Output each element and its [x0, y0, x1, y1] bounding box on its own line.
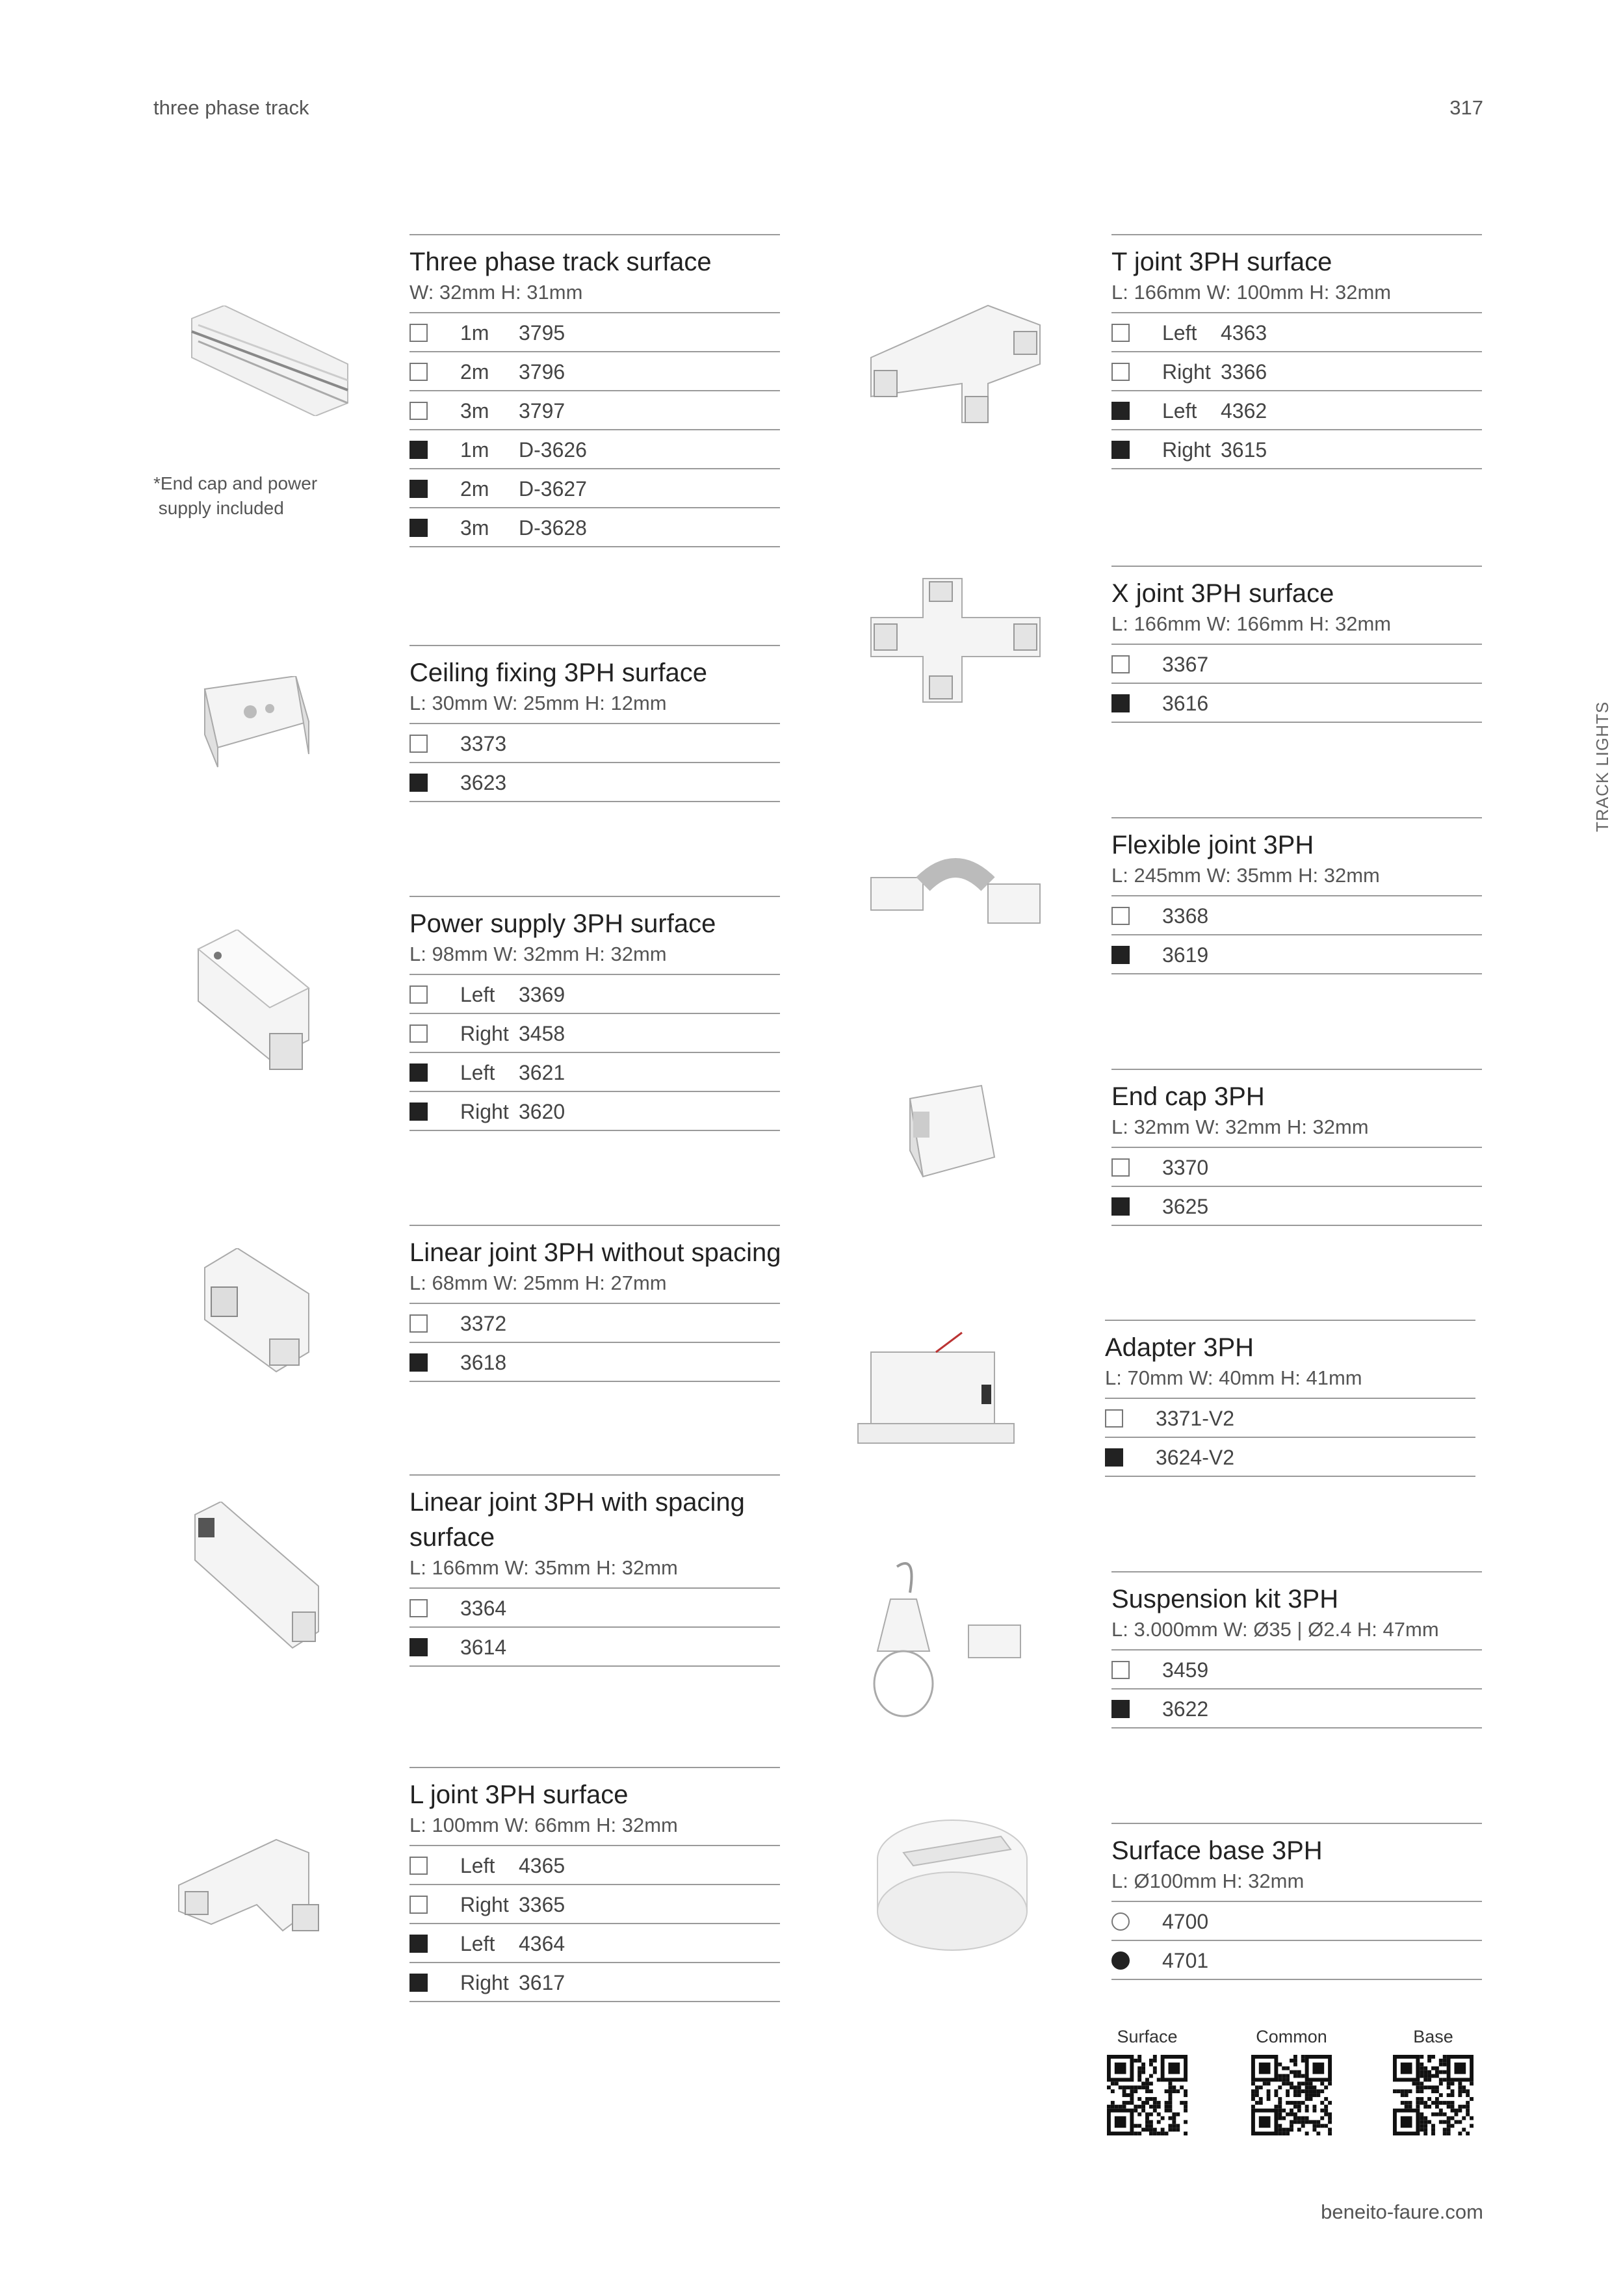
product-dimensions: L: 166mm W: 166mm H: 32mm [1111, 612, 1392, 635]
white-finish-swatch [409, 1314, 428, 1333]
variant-label: Right [1162, 438, 1211, 462]
variant-code: 3367 [1162, 653, 1209, 676]
product-title: Linear joint 3PH without spacing [409, 1238, 781, 1267]
variant-label: Right [1162, 360, 1211, 384]
black-finish-swatch [1111, 694, 1130, 712]
variant-row [409, 1626, 780, 1667]
variant-label: 2m [460, 360, 489, 384]
variant-code: 3795 [519, 321, 565, 345]
variant-row [1111, 1688, 1482, 1729]
variant-row [409, 1884, 780, 1923]
product-title: Suspension kit 3PH [1111, 1585, 1339, 1613]
white-finish-swatch [1111, 363, 1130, 381]
product-block [1111, 1571, 1482, 1729]
white-finish-swatch [409, 985, 428, 1004]
white-finish-swatch [409, 1857, 428, 1875]
product-block [1111, 234, 1482, 469]
qr-code-icon [1107, 2055, 1188, 2135]
variant-row [1111, 1147, 1482, 1186]
variant-code: 3796 [519, 360, 565, 384]
variant-row [1111, 934, 1482, 974]
white-finish-swatch [409, 735, 428, 753]
variant-row [409, 1013, 780, 1052]
product-block [409, 645, 780, 802]
white-finish-swatch [1111, 907, 1130, 925]
x-joint-image [864, 572, 1046, 709]
adapter-image [851, 1326, 1027, 1456]
variant-code: 3622 [1162, 1697, 1209, 1721]
product-block [409, 1474, 780, 1667]
white-finish-swatch [409, 402, 428, 420]
l-joint-image [172, 1827, 335, 1937]
variant-row [409, 1091, 780, 1131]
black-finish-swatch [1111, 402, 1130, 420]
white-finish-swatch [409, 363, 428, 381]
variant-row [409, 429, 780, 468]
variant-code: 3370 [1162, 1156, 1209, 1179]
variant-code: 4364 [519, 1932, 565, 1955]
product-dimensions: L: 166mm W: 35mm H: 32mm [409, 1556, 678, 1579]
variant-label: Left [460, 1061, 495, 1084]
variant-code: 3618 [460, 1351, 507, 1374]
variant-label: 3m [460, 516, 489, 540]
variant-code: 3623 [460, 771, 507, 794]
variant-row [409, 974, 780, 1013]
variant-code: 3615 [1221, 438, 1267, 462]
variant-code: 4700 [1162, 1910, 1209, 1933]
variant-code: 3369 [519, 983, 565, 1006]
variant-label: Left [460, 1854, 495, 1877]
product-title: X joint 3PH surface [1111, 579, 1334, 608]
qr-code-label: Common [1256, 2027, 1327, 2046]
product-title: Power supply 3PH surface [409, 909, 716, 938]
product-block [1111, 1823, 1482, 1980]
product-block [1111, 1069, 1482, 1226]
product-dimensions: W: 32mm H: 31mm [409, 281, 583, 304]
variant-label: Left [460, 983, 495, 1006]
product-block [409, 896, 780, 1131]
variant-row [1111, 429, 1482, 469]
black-finish-swatch [409, 1353, 428, 1372]
black-finish-swatch [409, 774, 428, 792]
product-block [1105, 1320, 1475, 1477]
variant-label: 2m [460, 477, 489, 501]
product-title: Three phase track surface [409, 248, 712, 276]
variant-label: 1m [460, 321, 489, 345]
variant-label: Left [1162, 321, 1197, 345]
linear-joint-with-spacing-image [188, 1502, 325, 1651]
product-dimensions: L: 245mm W: 35mm H: 32mm [1111, 864, 1380, 887]
variant-row [1111, 644, 1482, 683]
variant-code: 4701 [1162, 1949, 1209, 1972]
section-title: three phase track [153, 96, 309, 119]
product-block [1111, 566, 1482, 723]
product-dimensions: L: 98mm W: 32mm H: 32mm [409, 943, 667, 965]
product-title: Flexible joint 3PH [1111, 831, 1314, 859]
variant-label: Left [460, 1932, 495, 1955]
variant-label: Right [460, 1971, 509, 1994]
product-dimensions: L: 30mm W: 25mm H: 12mm [409, 692, 667, 714]
variant-code: 4363 [1221, 321, 1267, 345]
product-dimensions: L: 68mm W: 25mm H: 27mm [409, 1272, 667, 1294]
product-title: T joint 3PH surface [1111, 248, 1332, 276]
variant-code: 3621 [519, 1061, 565, 1084]
white-finish-swatch [1105, 1409, 1123, 1428]
variant-code: 3373 [460, 732, 507, 755]
black-finish-swatch [409, 1974, 428, 1992]
black-finish-swatch [409, 1063, 428, 1082]
product-dimensions: L: 70mm W: 40mm H: 41mm [1105, 1366, 1362, 1389]
variant-label: 1m [460, 438, 489, 462]
variant-code: D-3628 [519, 516, 587, 540]
variant-row [409, 1587, 780, 1626]
track-rail-image [185, 306, 354, 416]
variant-code: 3620 [519, 1100, 565, 1123]
power-supply-image [192, 930, 322, 1079]
variant-row [1111, 895, 1482, 934]
qr-code-base[interactable] [1384, 2027, 1482, 2139]
ceiling-fixing-image [192, 676, 315, 774]
qr-code-icon [1251, 2055, 1332, 2135]
black-finish-swatch [1111, 1951, 1130, 1970]
black-finish-swatch [1105, 1448, 1123, 1467]
variant-row [1105, 1437, 1475, 1477]
variant-row [409, 1845, 780, 1884]
product-dimensions: L: 100mm W: 66mm H: 32mm [409, 1814, 678, 1836]
black-finish-swatch [409, 1102, 428, 1121]
white-finish-swatch [409, 1024, 428, 1043]
product-title: End cap 3PH [1111, 1082, 1265, 1111]
variant-row [409, 1962, 780, 2002]
variant-code: 4365 [519, 1854, 565, 1877]
variant-label: Right [460, 1893, 509, 1916]
variant-row [409, 1923, 780, 1962]
variant-row [409, 723, 780, 762]
suspension-kit-image [858, 1554, 1040, 1723]
variant-row [1111, 1940, 1482, 1980]
variant-row [409, 1342, 780, 1382]
black-finish-swatch [409, 519, 428, 537]
product-block [409, 234, 780, 547]
product-dimensions: L: Ø100mm H: 32mm [1111, 1870, 1305, 1892]
white-finish-swatch [1111, 1912, 1130, 1931]
white-finish-swatch [1111, 1158, 1130, 1177]
variant-code: 4362 [1221, 399, 1267, 423]
variant-label: Left [1162, 399, 1197, 423]
variant-code: 3459 [1162, 1658, 1209, 1682]
black-finish-swatch [1111, 441, 1130, 459]
side-section-label: TRACK LIGHTS [1592, 701, 1612, 832]
black-finish-swatch [409, 1935, 428, 1953]
variant-code: 3368 [1162, 904, 1209, 928]
product-title: Ceiling fixing 3PH surface [409, 659, 707, 687]
end-cap-image [897, 1079, 1007, 1196]
variant-code: 3616 [1162, 692, 1209, 715]
variant-code: 3614 [460, 1636, 507, 1659]
variant-row [1111, 390, 1482, 429]
track-note: *End cap and power supply included [153, 473, 318, 518]
qr-code-label: Surface [1117, 2027, 1178, 2046]
variant-row [1111, 1186, 1482, 1226]
variant-row [1111, 1901, 1482, 1940]
variant-code: 3366 [1221, 360, 1267, 384]
variant-label: Right [460, 1100, 509, 1123]
qr-code-common[interactable] [1243, 2027, 1340, 2139]
page-number: 317 [1449, 96, 1483, 119]
variant-row [1111, 1649, 1482, 1688]
black-finish-swatch [1111, 946, 1130, 964]
qr-code-surface[interactable] [1098, 2027, 1196, 2139]
product-dimensions: L: 166mm W: 100mm H: 32mm [1111, 281, 1392, 304]
variant-row [409, 1303, 780, 1342]
product-title: Surface base 3PH [1111, 1836, 1323, 1865]
variant-row [1111, 351, 1482, 390]
black-finish-swatch [409, 441, 428, 459]
product-title: Linear joint 3PH with spacing surface [409, 1488, 745, 1552]
variant-code: 3371-V2 [1156, 1407, 1234, 1430]
white-finish-swatch [409, 1896, 428, 1914]
surface-base-image [871, 1814, 1033, 1957]
variant-code: 3624-V2 [1156, 1446, 1234, 1469]
variant-label: 3m [460, 399, 489, 423]
variant-code: 3364 [460, 1597, 507, 1620]
black-finish-swatch [1111, 1700, 1130, 1718]
linear-joint-without-spacing-image [192, 1248, 322, 1378]
variant-code: D-3627 [519, 477, 587, 501]
product-title: Adapter 3PH [1105, 1333, 1254, 1362]
variant-code: 3458 [519, 1022, 565, 1045]
product-dimensions: L: 32mm W: 32mm H: 32mm [1111, 1115, 1369, 1138]
white-finish-swatch [409, 324, 428, 342]
variant-code: D-3626 [519, 438, 587, 462]
variant-code: 3372 [460, 1312, 507, 1335]
variant-code: 3365 [519, 1893, 565, 1916]
variant-row [1111, 683, 1482, 723]
variant-code: 3619 [1162, 943, 1209, 967]
white-finish-swatch [409, 1599, 428, 1617]
website-link[interactable]: beneito-faure.com [1321, 2200, 1483, 2223]
variant-row [409, 507, 780, 547]
variant-code: 3617 [519, 1971, 565, 1994]
variant-code: 3797 [519, 399, 565, 423]
variant-label: Right [460, 1022, 509, 1045]
variant-row [409, 1052, 780, 1091]
variant-row [409, 390, 780, 429]
product-block [1111, 817, 1482, 974]
black-finish-swatch [409, 480, 428, 498]
variant-row [1111, 312, 1482, 351]
flexible-joint-image [864, 845, 1046, 943]
black-finish-swatch [409, 1638, 428, 1656]
qr-code-label: Base [1413, 2027, 1453, 2046]
product-title: L joint 3PH surface [409, 1781, 629, 1809]
variant-row [409, 312, 780, 351]
product-block [409, 1225, 780, 1382]
white-finish-swatch [1111, 324, 1130, 342]
variant-row [409, 468, 780, 507]
variant-row [409, 351, 780, 390]
white-finish-swatch [1111, 655, 1130, 673]
variant-row [409, 762, 780, 802]
white-finish-swatch [1111, 1661, 1130, 1679]
product-block [409, 1767, 780, 2002]
qr-code-icon [1393, 2055, 1474, 2135]
product-dimensions: L: 3.000mm W: Ø35 | Ø2.4 H: 47mm [1111, 1618, 1439, 1641]
variant-row [1105, 1398, 1475, 1437]
t-joint-image [864, 293, 1046, 429]
variant-code: 3625 [1162, 1195, 1209, 1218]
black-finish-swatch [1111, 1197, 1130, 1216]
